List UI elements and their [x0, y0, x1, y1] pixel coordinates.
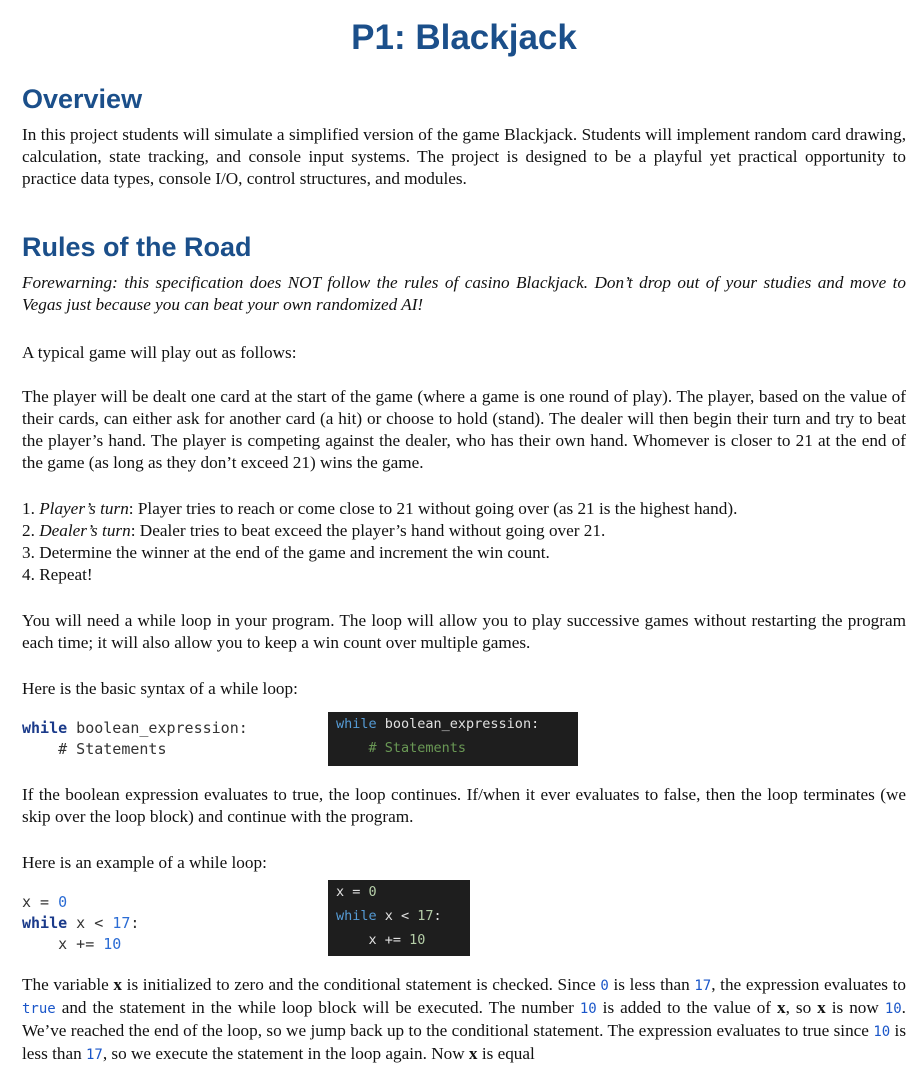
game-description-paragraph: The player will be dealt one card at the start of the game (where a game is one round of play). The player, based on the value of their cards, can either ask for another card (a hit) or choose to hold (stand). The dealer will then begin their turn and try to beat the player’s hand. The player is competing against the dealer, who has their own hand. Whomever is closer to 21 at the end of the game (as long as they don’t exceed 21) wins the game. — [22, 387, 906, 472]
while-loop-intro-paragraph: You will need a while loop in your program. The loop will allow you to play successive games without restarting the program each time; it will also allow you to keep a win count over multiple games. — [22, 611, 906, 652]
syntax-code-block: while boolean_expression: # Statements — [22, 719, 248, 758]
list-item: 2. Dealer’s turn: Dealer tries to beat exceed the player’s hand without going over 21. — [22, 521, 606, 540]
example-explanation-paragraph: The variable x is initialized to zero and the conditional statement is checked. Since 0 is less than 17, the expression evaluates to true and the statement in the while loop block will be executed. The number 10 is added to the value of x, so x is now 10. We’ve reached the end of the loop, so we jump back up to the conditional statement. The expression evaluates to true since 10 is less than 17, so we execute the statement in the loop again. Now x is equal — [22, 975, 907, 1063]
list-item: 1. Player’s turn: Player tries to reach or come close to 21 without going over (as 21 is the highest hand). — [22, 499, 738, 518]
example-code-block: x = 0 while x < 17: x += 10 — [22, 893, 140, 953]
page-title: P1: Blackjack — [351, 18, 577, 57]
syntax-intro: Here is the basic syntax of a while loop: — [22, 679, 298, 698]
turn-steps-list — [22, 498, 906, 586]
syntax-code-screenshot: while boolean_expression: # Statements — [328, 712, 578, 766]
example-intro: Here is an example of a while loop: — [22, 853, 267, 872]
list-item: 4. Repeat! — [22, 565, 93, 584]
list-item: 3. Determine the winner at the end of the game and increment the win count. — [22, 543, 550, 562]
typical-game-intro: A typical game will play out as follows: — [22, 343, 297, 362]
example-code-screenshot: x = 0 while x < 17: x += 10 — [328, 880, 470, 956]
overview-heading: Overview — [22, 84, 143, 114]
forewarning-paragraph: Forewarning: this specification does NOT follow the rules of casino Blackjack. Don’t drop out of your studies and move to Vegas just because you can beat your own randomized AI! — [22, 273, 906, 314]
rules-heading: Rules of the Road — [22, 232, 252, 262]
syntax-explanation-paragraph: If the boolean expression evaluates to true, the loop continues. If/when it ever evaluates to false, then the loop terminates (we skip over the loop block) and continue with the program. — [22, 785, 906, 826]
overview-paragraph: In this project students will simulate a simplified version of the game Blackjack. Students will implement random card drawing, calculation, state tracking, and console input systems. The project is designed to be a playful yet practical opportunity to practice data types, console I/O, control structures, and modules. — [22, 125, 906, 188]
